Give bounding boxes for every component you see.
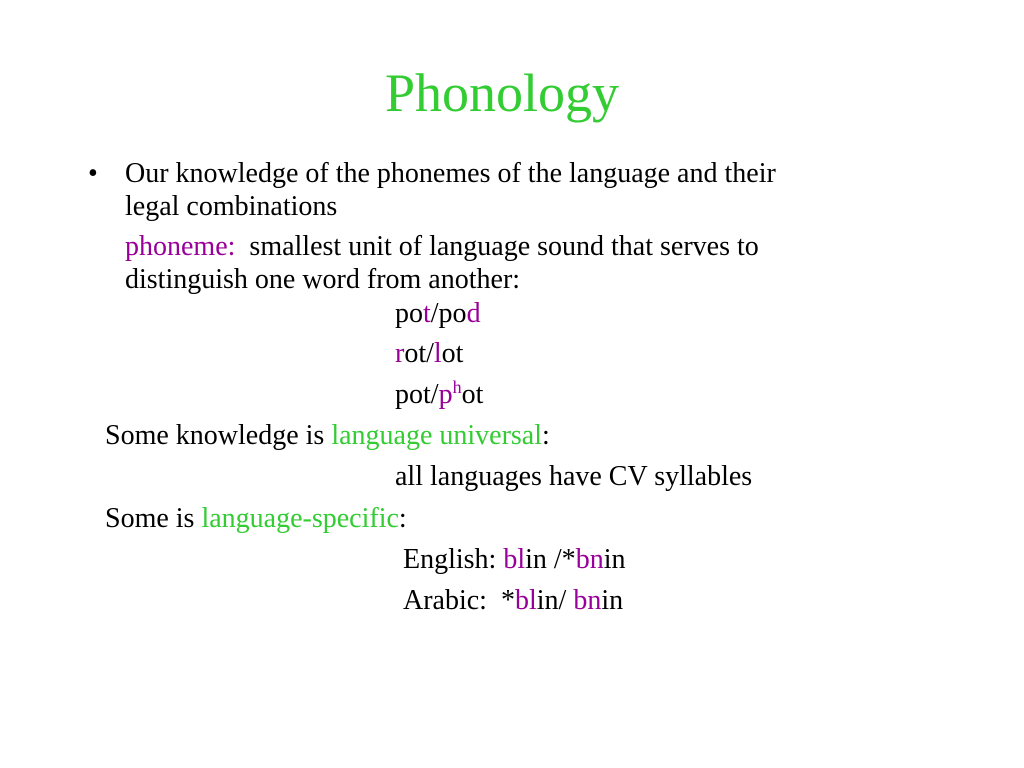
example-text: in/	[536, 585, 574, 616]
bullet-marker: •	[88, 158, 98, 189]
pair-text: /po	[430, 298, 467, 329]
pair-text: ot	[441, 338, 464, 369]
example-text: in	[603, 544, 626, 575]
pair-highlight: l	[433, 338, 442, 369]
minimal-pair-pot-phot	[395, 379, 483, 411]
arabic-label: Arabic: *	[403, 585, 515, 616]
universal-suffix: :	[542, 420, 550, 451]
phoneme-definition-line-2: distinguish one word from another:	[125, 264, 521, 295]
pair-highlight: r	[395, 338, 405, 369]
specific-term: language-specific	[201, 503, 399, 534]
cluster-highlight: bn	[573, 585, 602, 616]
cluster-highlight: bl	[514, 585, 537, 616]
minimal-pair-rot-lot	[395, 338, 463, 370]
english-label: English:	[403, 544, 504, 575]
specific-prefix: Some is	[105, 503, 202, 534]
phoneme-definition-line-1	[125, 231, 759, 263]
universal-term: language universal	[331, 420, 543, 451]
pair-text: ot	[461, 379, 484, 410]
pair-highlight: d	[466, 298, 481, 329]
pair-highlight: t	[423, 298, 431, 329]
bullet-text-line-1: Our knowledge of the phonemes of the language and their	[125, 158, 776, 189]
aspiration-superscript: h	[452, 377, 462, 397]
pair-text: po	[395, 298, 423, 329]
pair-text: ot/	[404, 338, 434, 369]
bullet-text-line-2: legal combinations	[125, 191, 338, 222]
cluster-highlight: bl	[503, 544, 526, 575]
example-text: in	[601, 585, 624, 616]
pair-highlight: p	[438, 379, 453, 410]
pair-text: pot/	[395, 379, 439, 410]
cluster-highlight: bn	[575, 544, 604, 575]
english-example	[403, 544, 625, 576]
slide-title: Phonology	[384, 63, 620, 123]
universal-heading	[105, 420, 550, 452]
phoneme-term: phoneme:	[125, 231, 236, 262]
specific-suffix: :	[398, 503, 407, 534]
specific-heading	[105, 503, 407, 535]
example-text: in /*	[525, 544, 576, 575]
universal-example: all languages have CV syllables	[395, 461, 753, 492]
phoneme-definition-text: smallest unit of language sound that serves to	[249, 231, 759, 262]
arabic-example	[403, 585, 623, 617]
universal-prefix: Some knowledge is	[105, 420, 332, 451]
minimal-pair-pot-pod	[395, 298, 481, 330]
